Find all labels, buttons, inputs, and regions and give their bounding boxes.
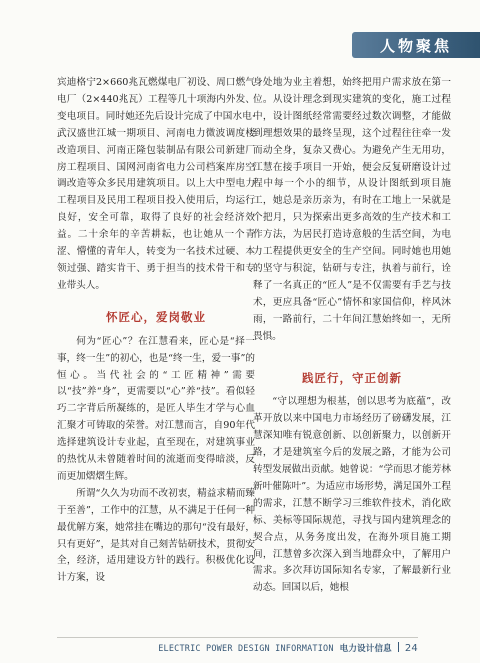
- left-paragraph-3: 所谓“久久为功而不改初衷，精益求精而臻于至善”，工作中的江慧，从不满足于任何一种最优解方案，她常挂在嘴边的那句“没有最好，只有更好”，是其对自己刻苦钻研技术，贯彻安全，经济，适用建设方针的践行。积极优化设计方案，设: [57, 487, 255, 584]
- section-heading-craftsmanship: 怀匠心，爱岗敬业: [106, 309, 206, 324]
- right-paragraph-1: 身处地为业主着想，始终把用户需求放在第一位。从设计理念到现实建筑的变化，施工过程中，设计图纸经常需要经过数次调整，才能做到理想效果的最终呈现，这个过程往往牵一发而动全身，复杂又费心。为避免产生无用功，江慧在接手项目一开始，便会反复研磨设计过程中每一个小的细节，从设计图纸到项目施工，她总是亲历亲为，有时在工地上一呆就是个把月，只为探索出更多高效的生产技术和工作方法，为居民打造诗意般的生活空间，为电力工程提供更安全的生产空间。同时她也用她的坚守与积淀，钻研与专注，执着与前行，诠释了一名真正的“匠人”是不仅需要有手艺与技术，更应具备“匠心”情怀和家国信仰，梓风沐雨，一路前行，二十年间江慧始终如一，无所畏惧。: [253, 77, 451, 342]
- section-banner: [352, 32, 480, 58]
- right-paragraph-2: “守以理想为根基，创以思考为底蕴”，改革开放以来中国电力市场经历了磅礴发展，江慧深知唯有锐意创新、以创新聚力，以创新开路，才是建筑室今后的发展之路，才能为公司转型发展做出贡献。她曾说：“学而思才能芳林新叶催陈叶”。为适应市场形势，满足国外工程的需求，江慧不断学习三维软件技术，消化欧标、美标等国际规范，寻找与国内建筑理念的契合点，从务务度出发，在海外项目施工期间，江慧曾多次深入到当地群众中，了解用户需求。多次拜访国际知名专家，了解最新行业动态。回国以后，她根: [253, 396, 451, 594]
- left-column: [57, 75, 255, 587]
- footer-separator: [398, 642, 399, 652]
- left-paragraph-1: 宾迪格宁2×660兆瓦燃煤电厂初设、周口燃气电厂（2×440兆瓦）工程等几十项海内外发、变电项目。同时她还先后设计完成了中国水电·武汉盛世江城一期项目、河南电力微波调度楼改造项目、河南正隆包装制品有限公司新建厂房工程项目、国网河南省电力公司档案库房空调改造等众多民用建筑项目。以上大中型电力工程项目及民用工程项目投入使用后，均运行良好，安全可靠，取得了良好的社会经济效益。二十余年的辛苦耕耘，也让她从一个青涩、懵懂的青年人，转变为一名技术过硬、本领过强、踏实肯干、勇于担当的技术骨干和专业带头人。: [57, 77, 255, 291]
- magazine-name-en: ELECTRIC POWER DESIGN INFORMATION: [158, 644, 334, 654]
- page-footer: [0, 623, 480, 663]
- magazine-name-cn: 电力设计信息: [339, 644, 392, 654]
- right-column: [253, 75, 451, 597]
- section-heading-innovation: 践匠行，守正创新: [302, 370, 402, 385]
- footer-divider: [57, 637, 418, 638]
- footer-masthead: [158, 642, 418, 654]
- section-banner-label: 人物聚焦: [379, 36, 452, 55]
- left-paragraph-2: 何为“匠心”？在江慧看来，匠心是“择一事，终一生”的初心，也是“终一生，爱一事”的恒心。当代社会的“工匠精神”需要以“技”养“身”，更需要以“心”养“技”。看似轻巧二字背后所凝练的，是匠人毕生才学与心血汇聚才可铸取的荣誉。对江慧而言，自90年代选择建筑设计专业起，直至现在，对建筑事业的热忱从未曾随着时间的流逝而变得暗淡，反而更加熠熠生辉。: [57, 335, 255, 482]
- page-number: 24: [404, 643, 418, 654]
